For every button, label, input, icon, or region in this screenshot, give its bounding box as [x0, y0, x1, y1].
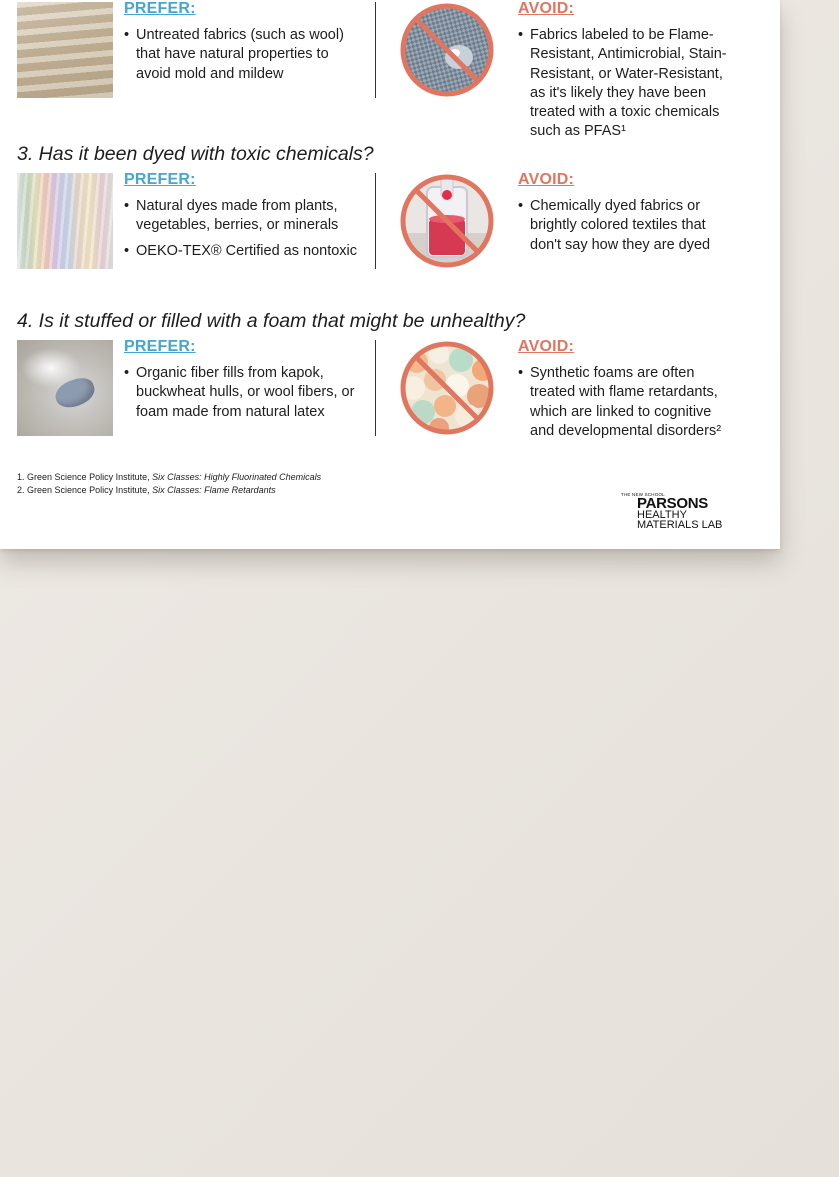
- column-divider: [375, 340, 376, 436]
- avoid-label: AVOID:: [518, 0, 575, 17]
- prefer-label: PREFER:: [124, 171, 196, 188]
- avoid-label: AVOID:: [518, 171, 575, 188]
- footnote-number: 1.: [17, 472, 25, 482]
- avoid-list: [518, 364, 738, 441]
- list-item: • Chemically dyed fabrics or brightly colored textiles that don't say how they are dyed: [518, 197, 734, 255]
- prefer-label: PREFER:: [124, 338, 196, 355]
- logo-school-name: THE NEW SCHOOL: [621, 492, 665, 497]
- list-item: • Synthetic foams are often treated with flame retardants, which are linked to cognitive and developmental disorders²: [518, 364, 738, 441]
- footnote-number: 2.: [17, 485, 25, 495]
- naturally-dyed-textiles-image: [17, 173, 113, 269]
- question-3-heading: 3. Has it been dyed with toxic chemicals?: [17, 143, 374, 165]
- prefer-list: [124, 26, 360, 84]
- avoid-synthetic-foam-icon: [399, 340, 495, 436]
- column-divider: [375, 173, 376, 269]
- list-item: • OEKO-TEX® Certified as nontoxic: [124, 242, 360, 261]
- avoid-chemical-dye-icon: [399, 173, 495, 269]
- avoid-label: AVOID:: [518, 338, 575, 355]
- avoid-list: [518, 197, 734, 255]
- avoid-list: [518, 26, 734, 142]
- list-item: • Natural dyes made from plants, vegetables, berries, or minerals: [124, 197, 360, 236]
- footnote-1: [17, 472, 321, 482]
- info-sheet: [0, 0, 780, 549]
- list-item: • Untreated fabrics (such as wool) that have natural properties to avoid mold and mildew: [124, 26, 360, 84]
- footnote-source: Green Science Policy Institute,: [27, 485, 153, 495]
- list-item: • Organic fiber fills from kapok, buckwheat hulls, or wool fibers, or foam made from natural latex: [124, 364, 360, 422]
- avoid-treated-fabric-icon: [399, 2, 495, 98]
- folded-fabric-image: [17, 2, 113, 98]
- list-item: • Fabrics labeled to be Flame-Resistant, Antimicrobial, Stain-Resistant, or Water-Resistant, as it's likely they have been treated with a toxic chemicals such as PFAS¹: [518, 26, 734, 142]
- footnote-title: Six Classes: Flame Retardants: [152, 485, 276, 495]
- logo-main-text: PARSONS: [637, 495, 708, 512]
- prefer-list: [124, 364, 360, 422]
- logo-sub-text-2: MATERIALS LAB: [637, 519, 723, 531]
- logo-sub-text-1: HEALTHY: [637, 509, 687, 521]
- natural-fiber-fill-image: [17, 340, 113, 436]
- parsons-healthy-materials-lab-logo: [619, 492, 739, 536]
- footnote-2: [17, 485, 276, 495]
- footnote-title: Six Classes: Highly Fluorinated Chemicals: [152, 472, 322, 482]
- question-4-heading: 4. Is it stuffed or filled with a foam that might be unhealthy?: [17, 310, 526, 332]
- prefer-label: PREFER:: [124, 0, 196, 17]
- column-divider: [375, 2, 376, 98]
- prefer-list: [124, 197, 360, 261]
- footnote-source: Green Science Policy Institute,: [27, 472, 153, 482]
